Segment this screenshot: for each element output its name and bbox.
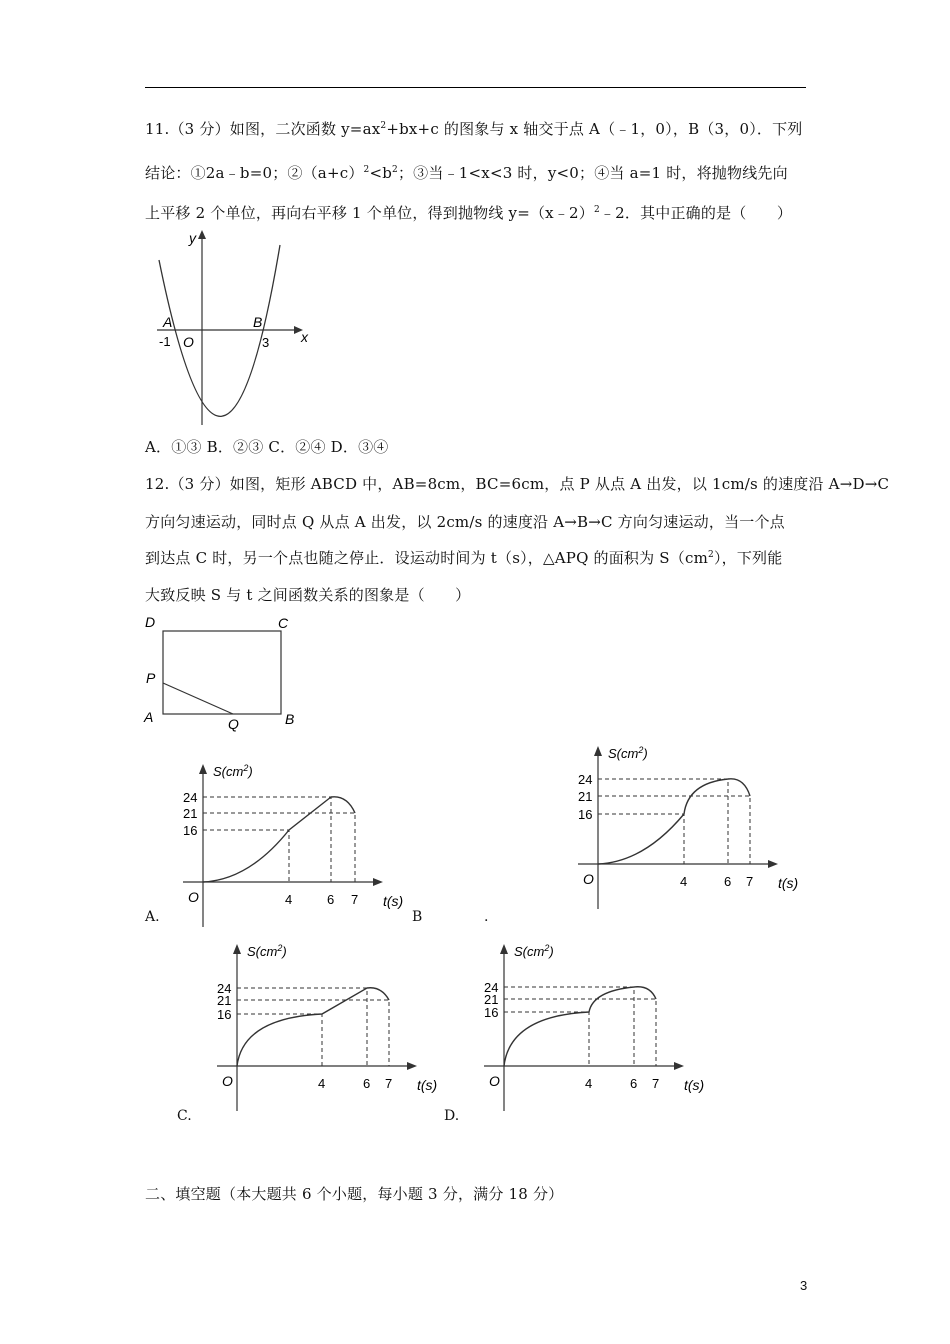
x-tick-6: 6 xyxy=(724,874,732,889)
tick-neg1: -1 xyxy=(159,334,171,349)
option-b-label: B xyxy=(412,909,423,925)
tick-3: 3 xyxy=(262,335,270,350)
q11-line-2: 结论：①2a﹣b=0；$②(a+c)^2<b^2$；③当﹣1<x<3 时，y<0；④当 a=1 时，将抛物线先向 xyxy=(145,164,788,182)
y-tick-16: 16 xyxy=(578,807,593,822)
s-axis-label: $S(cm^2)$ xyxy=(514,943,554,959)
guide-16 xyxy=(203,830,289,882)
area-curve xyxy=(237,988,389,1066)
option-d-label: D. xyxy=(444,1108,460,1124)
s-axis-arrow xyxy=(233,944,241,954)
guide-16 xyxy=(598,814,684,864)
option-c-label: C. xyxy=(177,1108,192,1124)
section-2-heading: 二、填空题（本大题共 6 个小题，每小题 3 分，满分 18 分） xyxy=(145,1185,564,1203)
x-tick-4: 4 xyxy=(585,1076,593,1091)
t-axis-label: t(s) xyxy=(684,1077,705,1093)
rect-label-d: D xyxy=(145,614,156,630)
q12-line-2: 方向匀速运动，同时点 Q 从点 A 出发，以 2cm/s 的速度沿 A→B→C 方向匀速运动，当一个点 xyxy=(145,513,785,531)
origin-label: O xyxy=(222,1073,233,1089)
point-b-label: B xyxy=(253,314,263,330)
q12-line-1: 12.（3 分）如图，矩形 ABCD 中，AB=8cm，BC=6cm，点 P 从点 A 出发，以 1cm/s 的速度沿 A→D→C xyxy=(145,475,890,493)
header-rule xyxy=(145,87,806,88)
x-tick-4: 4 xyxy=(318,1076,326,1091)
rect-label-c: C xyxy=(278,615,289,631)
guide-16 xyxy=(504,1012,589,1066)
x-tick-6: 6 xyxy=(327,892,335,907)
origin-label: O xyxy=(183,334,194,350)
area-curve xyxy=(203,797,355,882)
guide-21 xyxy=(203,813,355,882)
y-tick-24: 24 xyxy=(484,980,499,995)
area-curve xyxy=(598,779,750,864)
x-tick-4: 4 xyxy=(680,874,688,889)
guide-16 xyxy=(237,1014,322,1066)
y-tick-21: 21 xyxy=(578,789,593,804)
guide-24 xyxy=(598,779,728,864)
x-tick-7: 7 xyxy=(385,1076,393,1091)
q11-parabola-graph xyxy=(145,225,325,430)
q11-line-1: 11.（3 分）如图，二次函数 $y=ax^2+bx+c$ 的图象与 x 轴交于点 A（﹣1，0），B（3，0）．下列 xyxy=(145,120,803,138)
s-axis-arrow xyxy=(199,764,207,774)
t-axis-arrow xyxy=(768,860,778,868)
y-tick-21: 21 xyxy=(484,992,499,1007)
x-tick-7: 7 xyxy=(351,892,359,907)
y-tick-16: 16 xyxy=(484,1005,499,1020)
x-tick-7: 7 xyxy=(746,874,754,889)
y-tick-24: 24 xyxy=(183,790,198,805)
guide-24 xyxy=(203,797,331,882)
y-tick-16: 16 xyxy=(217,1007,232,1022)
s-axis-arrow xyxy=(500,944,508,954)
option-c-graph xyxy=(210,940,450,1120)
y-tick-24: 24 xyxy=(578,772,593,787)
x-axis-label: x xyxy=(301,329,308,345)
s-axis-arrow xyxy=(594,746,602,756)
rect-label-p: P xyxy=(146,670,156,686)
x-tick-6: 6 xyxy=(363,1076,371,1091)
rect-label-b: B xyxy=(285,711,295,727)
x-tick-7: 7 xyxy=(652,1076,660,1091)
q12-line-3: 到达点 C 时，另一个点也随之停止．设运动时间为 t（s），△APQ 的面积为 $S(cm^2)$，下列能 xyxy=(145,549,783,567)
t-axis-arrow xyxy=(674,1062,684,1070)
origin-label: O xyxy=(489,1073,500,1089)
s-axis-label: $S(cm^2)$ xyxy=(213,763,253,779)
guide-21 xyxy=(598,796,750,864)
origin-label: O xyxy=(583,871,594,887)
option-a-graph xyxy=(175,760,415,920)
q12-rectangle-figure xyxy=(140,610,340,735)
origin-label: O xyxy=(188,889,199,905)
point-a-label: A xyxy=(163,314,173,330)
option-b-dot: . xyxy=(484,909,489,925)
rect-label-q: Q xyxy=(228,716,239,732)
t-axis-arrow xyxy=(407,1062,417,1070)
page-number: 3 xyxy=(800,1278,808,1293)
t-axis-arrow xyxy=(373,878,383,886)
rect-label-a: A xyxy=(144,709,154,725)
q11-options: A．①③ B．②③ C．②④ D．③④ xyxy=(145,438,389,456)
x-tick-6: 6 xyxy=(630,1076,638,1091)
y-tick-16: 16 xyxy=(183,823,198,838)
guide-21 xyxy=(504,999,656,1066)
t-axis-label: t(s) xyxy=(383,893,404,909)
guide-21 xyxy=(237,1000,389,1066)
option-a-label: A. xyxy=(145,909,160,925)
option-b-graph xyxy=(570,742,810,920)
t-axis-label: t(s) xyxy=(417,1077,438,1093)
q12-line-4: 大致反映 S 与 t 之间函数关系的图象是（ ） xyxy=(145,586,471,604)
y-tick-24: 24 xyxy=(217,981,232,996)
y-axis-label: y xyxy=(189,230,196,246)
s-axis-label: $S(cm^2)$ xyxy=(247,943,287,959)
x-tick-4: 4 xyxy=(285,892,293,907)
s-axis-label: $S(cm^2)$ xyxy=(608,745,648,761)
q11-line-3: 上平移 2 个单位，再向右平移 1 个单位，得到抛物线 y=（x﹣2）$^2$﹣2．其中正确的是（ ） xyxy=(145,204,793,222)
t-axis-label: t(s) xyxy=(778,875,799,891)
option-d-graph xyxy=(478,940,718,1120)
y-tick-21: 21 xyxy=(217,993,232,1008)
y-tick-21: 21 xyxy=(183,806,198,821)
